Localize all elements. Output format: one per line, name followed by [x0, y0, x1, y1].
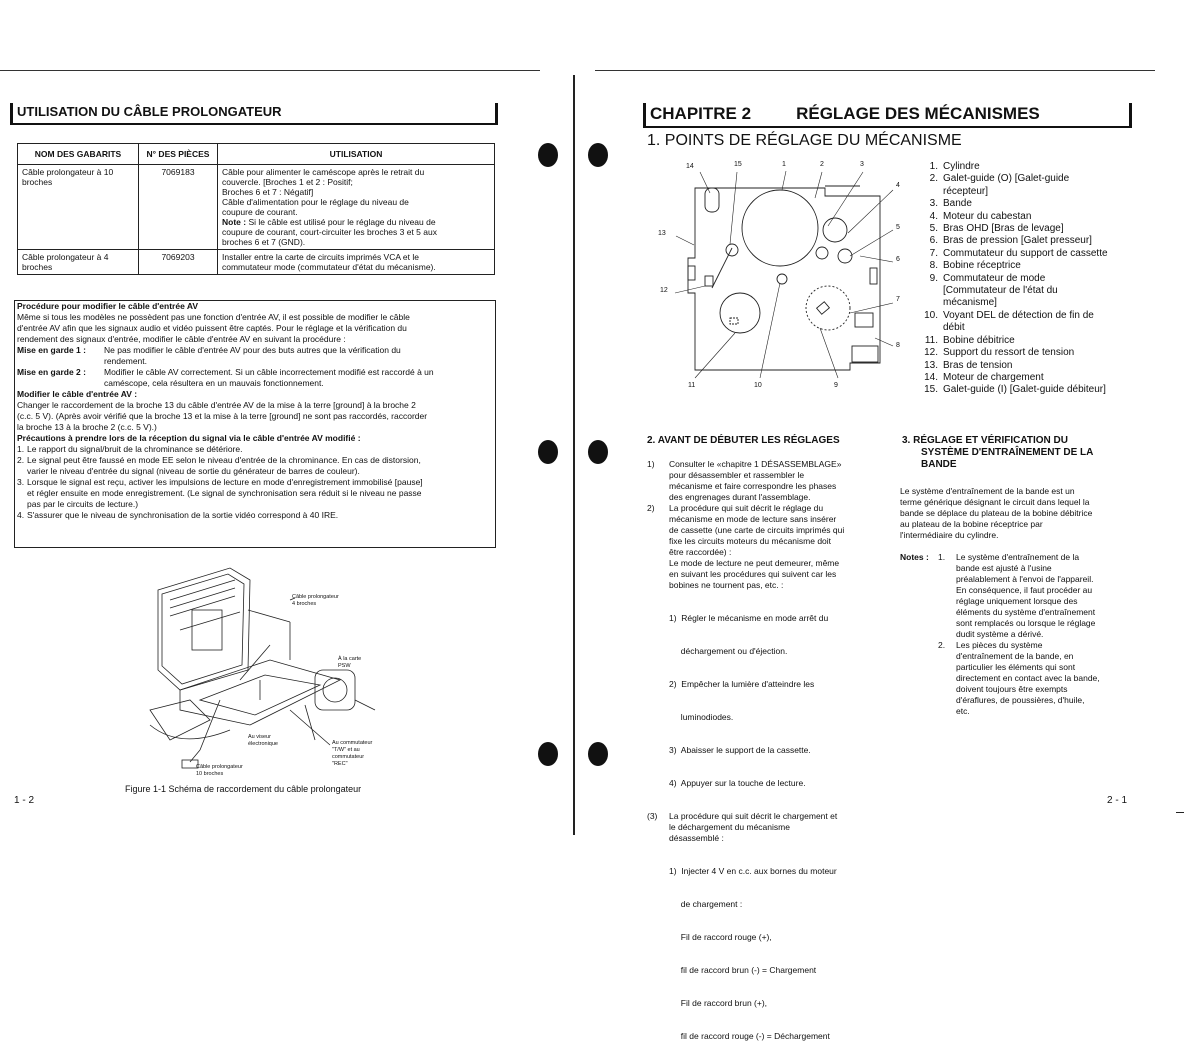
note-line: bande est ajusté à l'usine	[956, 563, 1052, 573]
modify-line: Changer le raccordement de la broche 13 du câble d'entrée AV de la mise à la terre [ground] à la broche 2	[17, 400, 416, 410]
note-line: En conséquence, il faut procéder au	[956, 585, 1093, 595]
body-line: bande se déplace du plateau de la bobine débitrice	[900, 508, 1093, 518]
usage-line: Broches 6 et 7 : Négatif]	[222, 187, 314, 197]
item-number: 4.	[17, 510, 25, 520]
item-text: Commutateur de mode	[943, 272, 1046, 284]
body-line: l'intermédiaire du cylindre.	[900, 530, 999, 540]
item-number: 2.	[17, 455, 25, 465]
list-item	[647, 503, 882, 591]
warning-2	[15, 367, 495, 389]
usage-line: couvercle. [Broches 1 et 2 : Positif;	[222, 177, 353, 187]
modify-line: la broche 13 à la broche 2 (c.c. 5 V).)	[17, 422, 157, 432]
item-number: 8.	[929, 260, 938, 272]
label-10pin-cable	[196, 764, 243, 778]
note-item	[900, 552, 1160, 640]
item-number: 13.	[924, 359, 938, 371]
item-number: 1.	[938, 552, 946, 562]
section-title: UTILISATION DU CÂBLE PROLONGATEUR	[10, 103, 498, 125]
note-line: Si le câble est utilisé pour le réglage du niveau de	[246, 217, 436, 227]
item-text: Moteur de chargement	[943, 371, 1044, 383]
precaution-line: pas par le circuits de lecture.)	[27, 499, 139, 509]
title-line: BANDE	[921, 459, 957, 470]
item-text: Bras OHD [Bras de levage]	[943, 223, 1064, 235]
precaution-line: et régler ensuite en mode enregistrement. (Le signal de synchronisation sera réduit si le niveau ne passe	[27, 488, 422, 498]
item-text: mécanisme]	[943, 297, 997, 309]
figure-label: Câble prolongateur	[292, 594, 339, 600]
list-item	[918, 198, 1168, 210]
item-text: des engrenages durant l'assemblage.	[669, 492, 811, 502]
list-item	[918, 211, 1168, 223]
list-item	[918, 273, 1168, 310]
callout-label: 11	[688, 382, 696, 389]
sub-step: Fil de raccord brun (+),	[669, 998, 768, 1008]
item-text: Bras de tension	[943, 359, 1013, 371]
warning-line: rendement.	[104, 356, 147, 366]
note-line: coupure de courant, court-circuiter les broches 3 et 5 aux	[222, 227, 437, 237]
modify-line: (c.c. 5 V). (Après avoir vérifié que la broche 13 et la mise à la terre [ground] ne sont pas raccordés, raccorder	[17, 411, 428, 421]
item-text: Cylindre	[943, 161, 980, 172]
table-row	[18, 250, 495, 275]
punch-hole	[588, 440, 608, 464]
label-4pin-cable	[292, 594, 339, 608]
item-text: Support du ressort de tension	[943, 347, 1075, 359]
item-number: 1)	[647, 459, 655, 469]
list-item	[647, 811, 882, 844]
figure-label: Au commutateur	[332, 740, 373, 746]
procedure-line: rendement des signaux d'entrée, modifier le câble d'entrée AV en suivant la procédure :	[17, 334, 346, 344]
callout-label: 15	[734, 161, 742, 168]
column-header: NOM DES GABARITS	[18, 144, 139, 165]
body-line: au plateau de la bobine réceptrice par	[900, 519, 1043, 529]
table-row	[18, 165, 495, 250]
item-number: 3.	[929, 198, 938, 210]
item-number: 9.	[929, 272, 938, 284]
precaution-item	[15, 444, 495, 455]
sub-step: 2) Empêcher la lumière d'atteindre les	[669, 679, 815, 689]
list-item	[918, 384, 1168, 396]
precautions-heading: Précautions à prendre lors de la réception du signal via le câble d'entrée AV modifié :	[17, 433, 361, 443]
sub-step: 1) Injecter 4 V en c.c. aux bornes du moteur	[669, 866, 837, 876]
callout-label: 5	[896, 224, 900, 231]
gauge-table	[17, 143, 495, 275]
procedure-line: d'entrée AV afin que les signaux audio et vidéo puissent être captés. Pour le réglage et la vérification du	[17, 323, 407, 333]
note-line: réglage uniquement lorsque des	[956, 596, 1078, 606]
item-text: Voyant DEL de détection de fin de	[943, 309, 1094, 321]
note-line: d'entraînement de la bande, en	[956, 651, 1074, 661]
label-psw	[338, 656, 361, 670]
sub-step: déchargement ou d'éjection.	[669, 646, 788, 656]
sub-step: luminodiodes.	[669, 712, 734, 722]
usage-line: coupure de courant.	[222, 207, 298, 217]
camcorder-drawing	[140, 550, 420, 780]
callout-label: 13	[658, 230, 666, 237]
part-number: 7069183	[139, 165, 218, 250]
usage-line: Installer entre la carte de circuits imprimés VCA et le	[222, 252, 419, 262]
modify-heading: Modifier le câble d'entrée AV :	[17, 389, 138, 399]
figure-label: 10 broches	[196, 771, 224, 777]
item-text: le déchargement du mécanisme	[669, 822, 790, 832]
callout-label: 1	[782, 161, 786, 168]
note-line: sont remplacés ou lorsque le réglage	[956, 618, 1096, 628]
column-header: UTILISATION	[218, 144, 495, 165]
part-number: 7069203	[139, 250, 218, 275]
usage-line: commutateur mode (commutateur d'état du mécanisme).	[222, 262, 436, 272]
sub-step: fil de raccord brun (-) = Chargement	[669, 965, 817, 975]
precaution-line: Lorsque le signal est reçu, activer les impulsions de lecture en mode d'enregistrement immobilisé [pause]	[27, 477, 423, 487]
margin-mark	[1176, 812, 1184, 813]
notes-block	[900, 552, 1160, 717]
procedure-heading: Procédure pour modifier le câble d'entrée AV	[17, 301, 199, 311]
item-number: 4.	[929, 210, 938, 222]
section-2-title: 2. AVANT DE DÉBUTER LES RÉGLAGES	[647, 435, 840, 446]
note-label: Note :	[222, 217, 247, 227]
callout-label: 6	[896, 256, 900, 263]
item-number: 1.	[929, 161, 938, 172]
section-1-title: 1. POINTS DE RÉGLAGE DU MÉCANISME	[647, 132, 962, 149]
callout-label: 7	[896, 296, 900, 303]
figure-label: PSW	[338, 663, 351, 669]
note-line: Les pièces du système	[956, 640, 1043, 650]
chapter-title: RÉGLAGE DES MÉCANISMES	[796, 104, 1040, 123]
item-text: Galet-guide (O) [Galet-guide	[943, 173, 1070, 185]
item-text: [Commutateur de l'état du	[943, 285, 1058, 297]
section-3-body	[900, 486, 1160, 541]
callout-label: 9	[834, 382, 838, 389]
title-line: 3. RÉGLAGE ET VÉRIFICATION DU	[902, 435, 1068, 446]
warning-line: caméscope, cela résultera en un mauvais fonctionnement.	[104, 378, 324, 388]
item-text: Bobine débitrice	[943, 334, 1015, 346]
title-line: SYSTÈME D'ENTRAÎNEMENT DE LA	[921, 447, 1094, 458]
item-text: bobines ne tournent pas, etc. :	[669, 580, 784, 590]
callout-label: 3	[860, 161, 864, 168]
chapter-number: CHAPITRE 2	[650, 104, 752, 123]
item-number: 15.	[924, 384, 938, 396]
warning-1	[15, 345, 495, 367]
list-item	[647, 459, 882, 503]
gauge-name: Câble prolongateur à 4 broches	[18, 250, 139, 275]
precaution-item	[15, 510, 495, 521]
item-text: Consulter le «chapitre 1 DÉSASSEMBLAGE»	[669, 459, 842, 469]
note-line: éléments du système d'entraînement	[956, 607, 1096, 617]
procedure-line: Même si tous les modèles ne possèdent pas une fonction d'entrée AV, il est possible de modifier le câble	[17, 312, 410, 322]
list-item	[918, 372, 1168, 384]
connection-diagram	[140, 550, 420, 780]
figure-label: électronique	[248, 741, 278, 747]
item-text: La procédure qui suit décrit le chargement et	[669, 811, 838, 821]
punch-hole	[538, 440, 558, 464]
list-item	[918, 347, 1168, 359]
body-line: terme générique désignant le circuit dans lequel la	[900, 497, 1090, 507]
item-text: en suivant les procédures qui suivent car les	[669, 569, 837, 579]
note-line: directement en contact avec la bande,	[956, 673, 1100, 683]
item-number: 12.	[924, 347, 938, 359]
item-text: Galet-guide (I) [Galet-guide débiteur]	[943, 384, 1106, 396]
item-number: 2.	[938, 640, 946, 650]
section-2-body	[647, 459, 882, 1064]
item-number: 6.	[929, 235, 938, 247]
usage-cell	[218, 165, 495, 250]
usage-note	[222, 217, 490, 227]
note-line: doivent toujours être exempts	[956, 684, 1068, 694]
list-item	[918, 235, 1168, 247]
list-item	[918, 248, 1168, 260]
column-header: N° DES PIÈCES	[139, 144, 218, 165]
table-header-row	[18, 144, 495, 165]
parts-list	[918, 161, 1168, 397]
mechanism-drawing	[650, 158, 910, 398]
top-rule-left	[0, 70, 540, 71]
item-text: récepteur]	[943, 185, 989, 197]
item-number: 2.	[929, 173, 938, 185]
sub-step: fil de raccord rouge (-) = Déchargement	[669, 1031, 830, 1041]
item-text: Bras de pression [Galet presseur]	[943, 235, 1092, 247]
body-line: Le système d'entraînement de la bande est un	[900, 486, 1075, 496]
note-line: préalablement à l'envoi de l'appareil.	[956, 574, 1094, 584]
figure-label: Au viseur	[248, 734, 271, 740]
section-3-title	[902, 435, 1093, 471]
list-item	[918, 360, 1168, 372]
punch-hole	[538, 742, 558, 766]
precaution-item	[15, 455, 495, 477]
item-number: 7.	[929, 247, 938, 259]
sub-step: Fil de raccord rouge (+),	[669, 932, 772, 942]
item-number: 2)	[647, 503, 655, 513]
sub-step: de chargement :	[669, 899, 743, 909]
callout-label: 12	[660, 287, 668, 294]
note-line: etc.	[956, 706, 970, 716]
label-switch	[332, 740, 372, 768]
figure-label: Câble prolongateur	[196, 764, 243, 770]
item-text: pour désassembler et rassembler le	[669, 470, 805, 480]
item-text: être raccordée) :	[669, 547, 732, 557]
precaution-line: Le rapport du signal/bruit de la chrominance se détériore.	[27, 444, 243, 454]
sub-step: 4) Appuyer sur la touche de lecture.	[669, 778, 806, 788]
callout-label: 14	[686, 163, 694, 170]
item-number: 3.	[17, 477, 25, 487]
note-line: broches 6 et 7 (GND).	[222, 237, 306, 247]
note-line: particulier les éléments qui sont	[956, 662, 1076, 672]
callout-label: 10	[754, 382, 762, 389]
list-item	[918, 335, 1168, 347]
punch-hole	[538, 143, 558, 167]
item-text: Moteur du cabestan	[943, 210, 1032, 222]
note-line: d'éraflures, de poussières, d'huile,	[956, 695, 1085, 705]
gauge-name: Câble prolongateur à 10 broches	[18, 165, 139, 250]
sub-step: 1) Régler le mécanisme en mode arrêt du	[669, 613, 829, 623]
chapter-heading	[643, 103, 1132, 128]
item-text: débit	[943, 322, 965, 334]
usage-line: Câble pour alimenter le caméscope après le retrait du	[222, 167, 425, 177]
figure-label: À la carte	[338, 656, 362, 662]
item-text: mécanisme en mode de lecture sans insérer	[669, 514, 837, 524]
sub-steps	[647, 591, 882, 811]
list-item	[918, 161, 1168, 173]
callout-label: 4	[896, 182, 900, 189]
figure-label: "T/W" et au	[332, 747, 360, 753]
procedure-box	[14, 300, 496, 548]
item-text: Bobine réceptrice	[943, 260, 1021, 272]
item-text: de cassette (une carte de circuits imprimés qui	[669, 525, 845, 535]
precaution-line: varier le niveau d'entrée du signal (niveau de sortie du générateur de barres de couleur).	[27, 466, 360, 476]
list-item	[918, 173, 1168, 198]
warning-line: Modifier le câble AV correctement. Si un câble incorrectement modifié est raccordé à un	[104, 367, 434, 377]
note-item	[900, 640, 1160, 717]
note-line: Le système d'entraînement de la	[956, 552, 1080, 562]
item-text: Commutateur du support de cassette	[943, 247, 1108, 259]
item-number: 10.	[924, 309, 938, 321]
item-text: Bande	[943, 198, 972, 210]
item-number: (3)	[647, 811, 658, 821]
punch-hole	[588, 742, 608, 766]
item-text: mécanisme et faire correspondre les phases	[669, 481, 837, 491]
callout-label: 2	[820, 161, 824, 168]
figure-label: 4 broches	[292, 601, 317, 607]
page-number-right: 2 - 1	[1107, 795, 1128, 806]
item-text: La procédure qui suit décrit le réglage du	[669, 503, 824, 513]
figure-caption: Figure 1-1 Schéma de raccordement du câble prolongateur	[125, 784, 362, 794]
list-item	[918, 223, 1168, 235]
label-viewfinder	[248, 734, 278, 748]
list-item	[918, 260, 1168, 272]
item-text: désassemblé :	[669, 833, 724, 843]
figure-label: commutateur	[332, 754, 365, 760]
page-number-left: 1 - 2	[14, 795, 35, 806]
item-number: 11.	[924, 334, 938, 346]
precaution-item	[15, 477, 495, 510]
usage-cell	[218, 250, 495, 275]
sub-step: 3) Abaisser le support de la cassette.	[669, 745, 811, 755]
precaution-line: S'assurer que le niveau de synchronisation de la sortie vidéo correspond à 40 IRE.	[27, 510, 339, 520]
top-rule-right	[595, 70, 1155, 71]
mechanism-diagram	[650, 158, 910, 398]
warning-label: Mise en garde 1 :	[17, 345, 86, 355]
item-text: fixe les circuits moteurs du mécanisme doit	[669, 536, 832, 546]
warning-line: Ne pas modifier le câble d'entrée AV pour des buts autres que la vérification du	[104, 345, 401, 355]
item-number: 14.	[924, 371, 938, 383]
notes-label: Notes :	[900, 552, 929, 562]
page-spine	[573, 75, 575, 835]
sub-steps	[647, 844, 882, 1064]
punch-hole	[588, 143, 608, 167]
item-number: 5.	[929, 223, 938, 235]
item-number: 1.	[17, 444, 25, 454]
list-item	[918, 310, 1168, 335]
item-text: Le mode de lecture ne peut demeurer, même	[669, 558, 840, 568]
precaution-line: Le signal peut être faussé en mode EE selon le niveau d'entrée de la chrominance. En cas de distorsion,	[27, 455, 421, 465]
warning-label: Mise en garde 2 :	[17, 367, 86, 377]
figure-label: "REC"	[332, 761, 348, 767]
note-line: dudit système a dérivé.	[956, 629, 1044, 639]
callout-label: 8	[896, 342, 900, 349]
usage-line: Câble d'alimentation pour le réglage du niveau de	[222, 197, 409, 207]
